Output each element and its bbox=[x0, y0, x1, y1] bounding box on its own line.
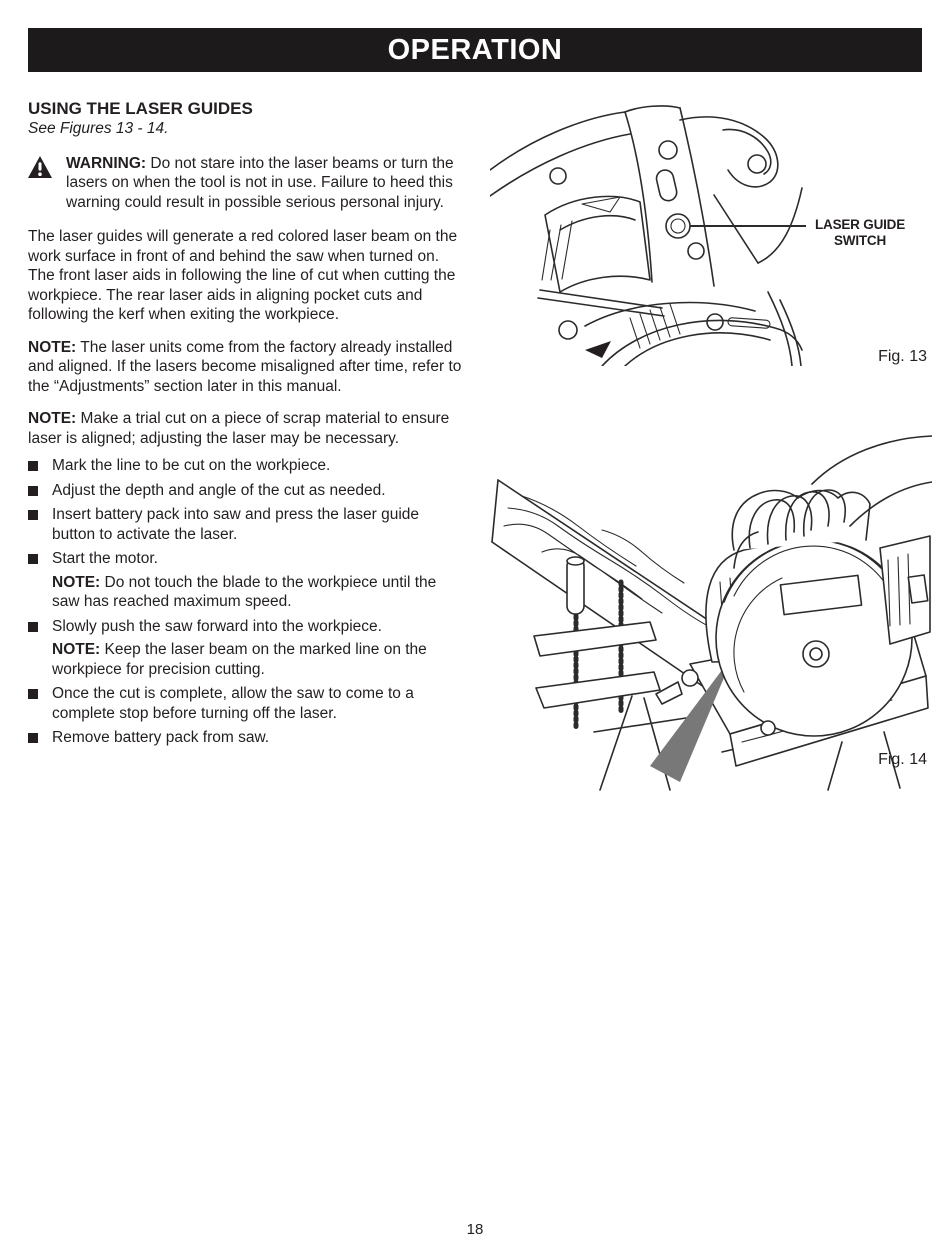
note-text: Make a trial cut on a piece of scrap material to ensure laser is aligned; adjusting the laser may be necessary. bbox=[28, 410, 450, 447]
note-label: NOTE: bbox=[52, 573, 101, 591]
step-item bbox=[28, 481, 465, 501]
step-note bbox=[52, 640, 460, 679]
subsection-title: USING THE LASER GUIDES bbox=[28, 99, 253, 118]
bullet-square-icon bbox=[28, 486, 38, 496]
figure-reference: See Figures 13 - 14. bbox=[28, 120, 169, 137]
section-header-bar bbox=[28, 28, 922, 72]
step-item bbox=[28, 728, 465, 748]
page-number: 18 bbox=[466, 1221, 484, 1238]
step-item bbox=[28, 456, 465, 476]
step-item bbox=[28, 684, 465, 723]
bullet-square-icon bbox=[28, 733, 38, 743]
text-column bbox=[28, 98, 465, 748]
bullet-square-icon bbox=[28, 510, 38, 520]
warning-block bbox=[28, 154, 465, 213]
step-text: Adjust the depth and angle of the cut as needed. bbox=[52, 481, 386, 499]
warning-body: Do not stare into the laser beams or turn the lasers on when the tool is not in use. Failure to heed this warning could result in possible serious personal injury. bbox=[66, 154, 454, 211]
paragraph-laser-guides: The laser guides will generate a red colored laser beam on the work surface in front of and behind the saw when turned on. The front laser aids in following the line of cut when cutting the workpiece. The rear laser aids in aligning pocket cuts and following the kerf when exiting the workpiece. bbox=[28, 228, 458, 323]
step-item bbox=[28, 617, 465, 680]
note-label: NOTE: bbox=[28, 410, 77, 427]
step-text: Mark the line to be cut on the workpiece. bbox=[52, 457, 331, 474]
note-text: The laser units come from the factory already installed and aligned. If the lasers become misaligned after time, refer to the “Adjustments” section later in this manual. bbox=[28, 338, 462, 395]
bullet-square-icon bbox=[28, 689, 38, 699]
step-list bbox=[28, 456, 465, 748]
figure-13-illustration bbox=[490, 100, 806, 366]
step-text: Slowly push the saw forward into the workpiece. bbox=[52, 617, 382, 635]
figure-13-caption: Fig. 13 bbox=[878, 348, 927, 365]
note-text: Keep the laser beam on the marked line on the workpiece for precision cutting. bbox=[52, 641, 427, 678]
bullet-square-icon bbox=[28, 554, 38, 564]
note-text: Do not touch the blade to the workpiece until the saw has reached maximum speed. bbox=[52, 573, 437, 610]
figure-14-caption: Fig. 14 bbox=[878, 751, 927, 768]
warning-triangle-icon bbox=[28, 156, 52, 213]
note-label: NOTE: bbox=[28, 338, 77, 356]
warning-text bbox=[66, 154, 458, 213]
step-text: Remove battery pack from saw. bbox=[52, 729, 270, 746]
note-label: NOTE: bbox=[52, 641, 101, 658]
warning-label: WARNING: bbox=[66, 154, 147, 172]
note-paragraph bbox=[28, 409, 465, 448]
step-item bbox=[28, 505, 465, 544]
figure-14-illustration bbox=[482, 430, 932, 792]
step-text: Once the cut is complete, allow the saw to come to a complete stop before turning off the laser. bbox=[52, 685, 414, 722]
step-text: Insert battery pack into saw and press the laser guide button to activate the laser. bbox=[52, 506, 420, 543]
section-header-title: OPERATION bbox=[387, 33, 563, 66]
bullet-square-icon bbox=[28, 461, 38, 471]
step-note bbox=[52, 573, 460, 612]
step-item bbox=[28, 549, 465, 612]
step-text: Start the motor. bbox=[52, 550, 158, 567]
laser-guide-switch-label: LASER GUIDE SWITCH bbox=[814, 217, 906, 248]
bullet-square-icon bbox=[28, 622, 38, 632]
note-paragraph bbox=[28, 338, 465, 397]
